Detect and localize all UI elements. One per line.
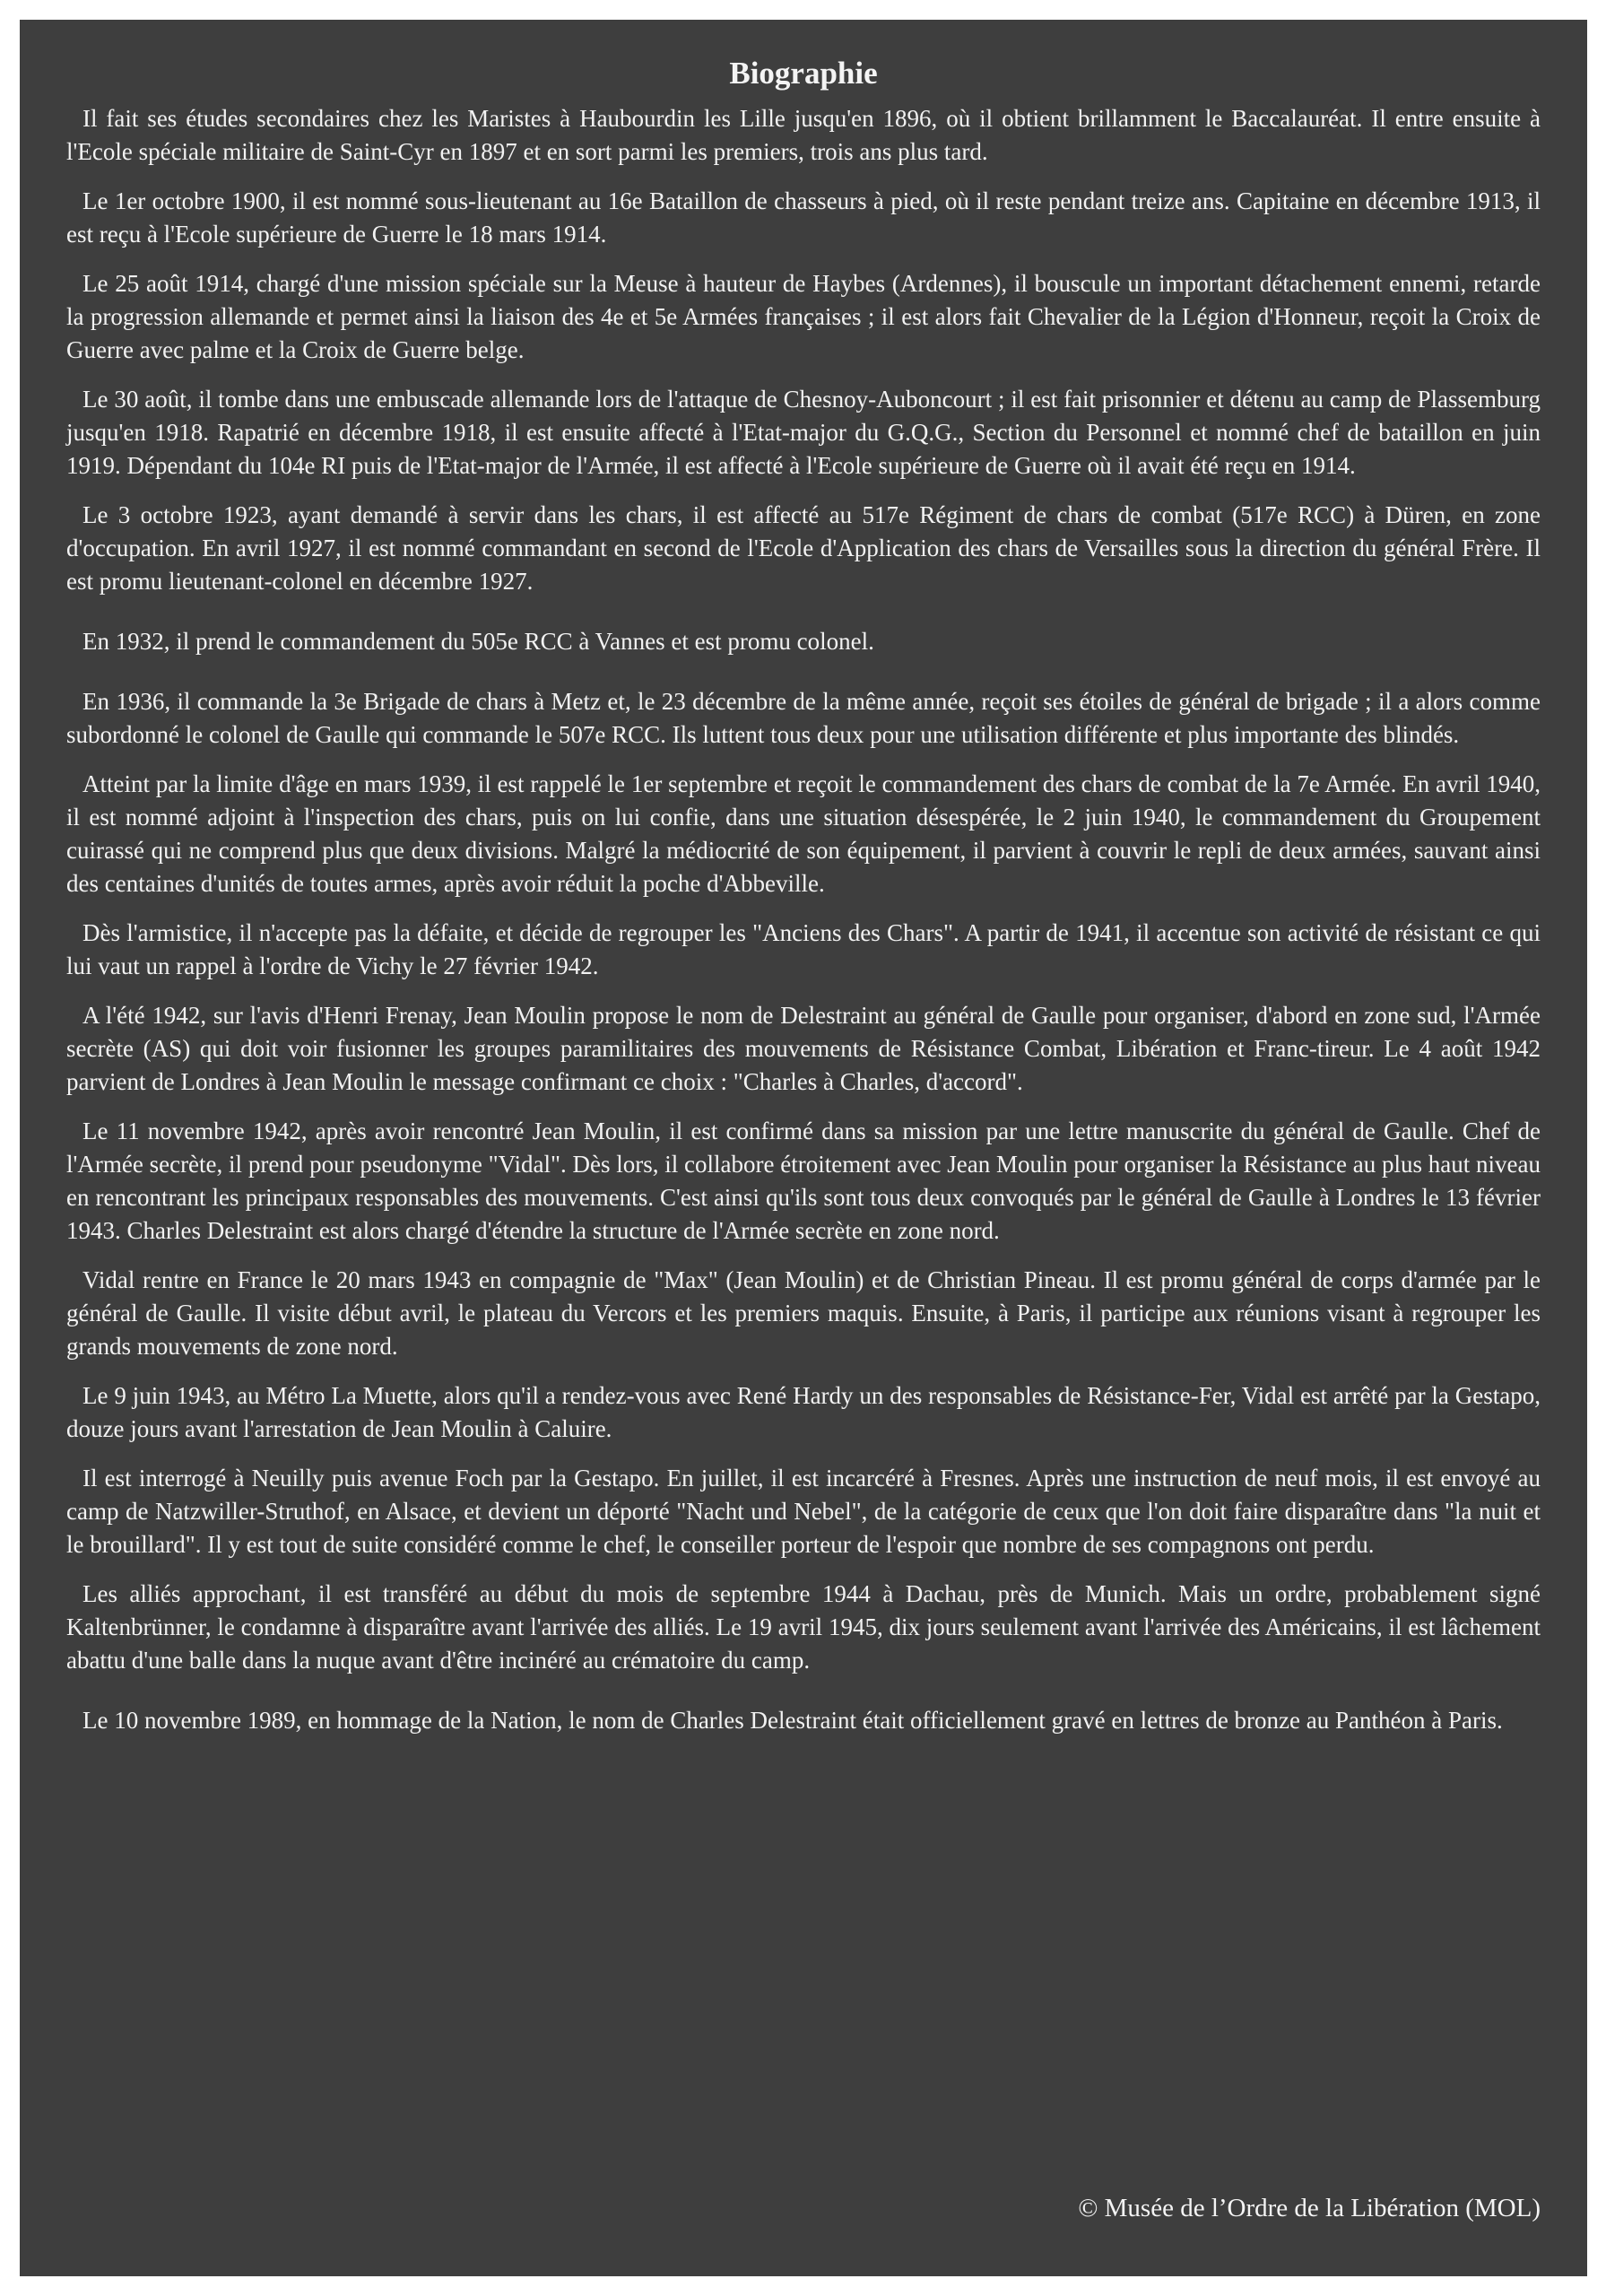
paragraph-13: Le 9 juin 1943, au Métro La Muette, alors qu'il a rendez-vous avec René Hardy un des responsables de Résistance-Fer, Vidal est arrêté par la Gestapo, douze jours avant l'arrestation de Jean Moulin à Caluire.: [66, 1382, 1541, 1442]
biography-text: [66, 102, 1541, 1737]
copyright-credit: © Musée de l’Ordre de la Libération (MOL): [1078, 2194, 1541, 2222]
paragraph-2: Le 1er octobre 1900, il est nommé sous-lieutenant au 16e Bataillon de chasseurs à pied, où il reste pendant treize ans. Capitaine en décembre 1913, il est reçu à l'Ecole supérieure de Guerre le 18 mars 1914.: [66, 187, 1541, 248]
paragraph-11: Le 11 novembre 1942, après avoir rencontré Jean Moulin, il est confirmé dans sa mission par une lettre manuscrite du général de Gaulle. Chef de l'Armée secrète, il prend pour pseudonyme "Vidal". Dès lors, il collabore étroitement avec Jean Moulin pour organiser la Résistance au plus haut niveau en rencontrant les principaux responsables des mouvements. C'est ainsi qu'ils sont tous deux convoqués par le général de Gaulle à Londres le 13 février 1943. Charles Delestraint est alors chargé d'étendre la structure de l'Armée secrète en zone nord.: [66, 1118, 1541, 1244]
paragraph-7: En 1936, il commande la 3e Brigade de chars à Metz et, le 23 décembre de la même année, reçoit ses étoiles de général de brigade ; il a alors comme subordonné le colonel de Gaulle qui commande le 507e RCC. Ils luttent tous deux pour une utilisation différente et plus importante des blindés.: [66, 688, 1541, 748]
paragraph-6: En 1932, il prend le commandement du 505e RCC à Vannes et est promu colonel.: [82, 628, 874, 655]
page-title: Biographie: [729, 56, 878, 91]
paragraph-1: Il fait ses études secondaires chez les Maristes à Haubourdin les Lille jusqu'en 1896, où il obtient brillamment le Baccalauréat. Il entre ensuite à l'Ecole spéciale militaire de Saint-Cyr en 1897 et en sort parmi les premiers, trois ans plus tard.: [66, 105, 1541, 165]
biography-panel: [20, 20, 1587, 2276]
paragraph-8: Atteint par la limite d'âge en mars 1939, il est rappelé le 1er septembre et reçoit le commandement des chars de combat de la 7e Armée. En avril 1940, il est nommé adjoint à l'inspection des chars, puis on lui confie, dans une situation désespérée, le 2 juin 1940, le commandement du Groupement cuirassé qui ne comprend plus que deux divisions. Malgré la médiocrité de son équipement, il parvient à couvrir le repli de deux armées, sauvant ainsi des centaines d'unités de toutes armes, après avoir réduit la poche d'Abbeville.: [66, 770, 1541, 897]
paragraph-4: Le 30 août, il tombe dans une embuscade allemande lors de l'attaque de Chesnoy-Auboncourt ; il est fait prisonnier et détenu au camp de Plassemburg jusqu'en 1918. Rapatrié en décembre 1918, il est ensuite affecté à l'Etat-major du G.Q.G., Section du Personnel et nommé chef de bataillon en juin 1919. Dépendant du 104e RI puis de l'Etat-major de l'Armée, il est affecté à l'Ecole supérieure de Guerre où il avait été reçu en 1914.: [66, 386, 1541, 479]
paragraph-3: Le 25 août 1914, chargé d'une mission spéciale sur la Meuse à hauteur de Haybes (Ardennes), il bouscule un important détachement ennemi, retarde la progression allemande et permet ainsi la liaison des 4e et 5e Armées françaises ; il est alors fait Chevalier de la Légion d'Honneur, reçoit la Croix de Guerre avec palme et la Croix de Guerre belge.: [66, 270, 1541, 363]
paragraph-5: Le 3 octobre 1923, ayant demandé à servir dans les chars, il est affecté au 517e Régiment de chars de combat (517e RCC) à Düren, en zone d'occupation. En avril 1927, il est nommé commandant en second de l'Ecole d'Application des chars de Versailles sous la direction du général Frère. Il est promu lieutenant-colonel en décembre 1927.: [66, 501, 1541, 595]
paragraph-14: Il est interrogé à Neuilly puis avenue Foch par la Gestapo. En juillet, il est incarcéré à Fresnes. Après une instruction de neuf mois, il est envoyé au camp de Natzwiller-Struthof, en Alsace, et devient un déporté "Nacht und Nebel", de la catégorie de ceux que l'on doit faire disparaître dans "la nuit et le brouillard". Il y est tout de suite considéré comme le chef, le conseiller porteur de l'espoir que nombre de ses compagnons ont perdu.: [66, 1465, 1541, 1558]
paragraph-9: Dès l'armistice, il n'accepte pas la défaite, et décide de regrouper les "Anciens des Chars". A partir de 1941, il accentue son activité de résistant ce qui lui vaut un rappel à l'ordre de Vichy le 27 février 1942.: [66, 919, 1541, 979]
paragraph-12: Vidal rentre en France le 20 mars 1943 en compagnie de "Max" (Jean Moulin) et de Christian Pineau. Il est promu général de corps d'armée par le général de Gaulle. Il visite début avril, le plateau du Vercors et les premiers maquis. Ensuite, à Paris, il participe aux réunions visant à regrouper les grands mouvements de zone nord.: [66, 1266, 1541, 1360]
paragraph-10: A l'été 1942, sur l'avis d'Henri Frenay, Jean Moulin propose le nom de Delestraint au général de Gaulle pour organiser, d'abord en zone sud, l'Armée secrète (AS) qui doit voir fusionner les groupes paramilitaires des mouvements de Résistance Combat, Libération et Franc-tireur. Le 4 août 1942 parvient de Londres à Jean Moulin le message confirmant ce choix : "Charles à Charles, d'accord".: [66, 1002, 1541, 1095]
paragraph-16: Le 10 novembre 1989, en hommage de la Nation, le nom de Charles Delestraint était officiellement gravé en lettres de bronze au Panthéon à Paris.: [82, 1707, 1503, 1734]
paragraph-15: Les alliés approchant, il est transféré au début du mois de septembre 1944 à Dachau, près de Munich. Mais un ordre, probablement signé Kaltenbrünner, le condamne à disparaître avant l'arrivée des alliés. Le 19 avril 1945, dix jours seulement avant l'arrivée des Américains, il est lâchement abattu d'une balle dans la nuque avant d'être incinéré au crématoire du camp.: [66, 1580, 1541, 1674]
